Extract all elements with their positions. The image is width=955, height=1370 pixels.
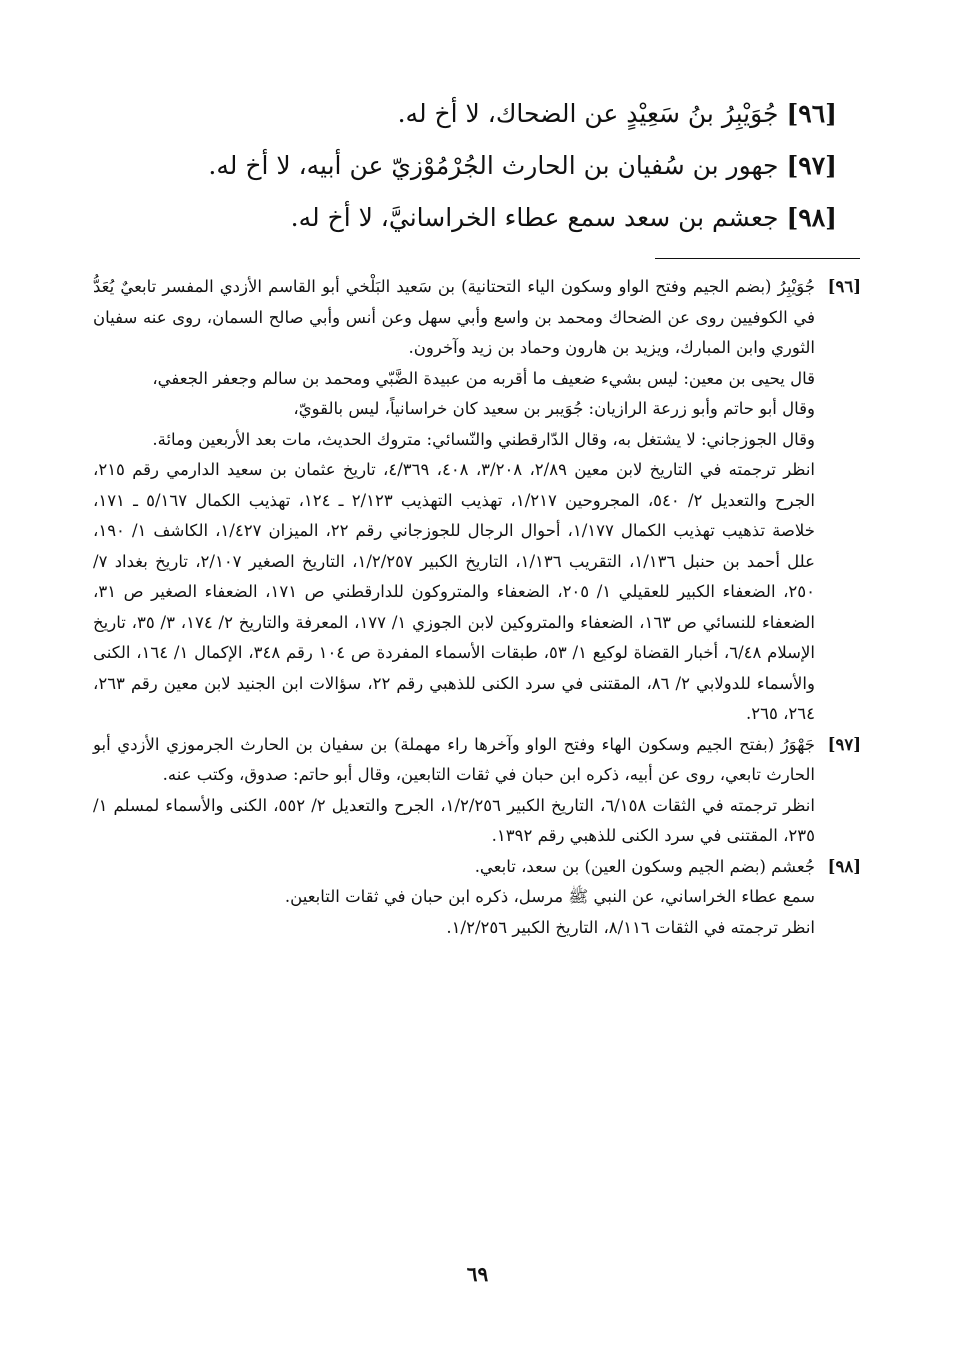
footnote-98 xyxy=(93,852,861,944)
footnote-body xyxy=(93,852,815,944)
page-number: ٦٩ xyxy=(466,1262,489,1286)
footnote-paragraph: انظر ترجمته في الثقات ٦/١٥٨، التاريخ الكبير ١/٢/٢٥٦، الجرح والتعديل ٢/ ٥٥٢، الكنى والأسماء لمسلم ١/ ٢٣٥، المقتنى في سرد الكنى للذهبي رقم ١٣٩٢. xyxy=(93,795,815,845)
main-entry-96 xyxy=(117,88,837,140)
footnotes xyxy=(93,272,861,943)
footnote-body xyxy=(93,272,815,730)
footnote-paragraph: انظر ترجمته في الثقات ٨/١١٦، التاريخ الكبير ١/٢/٢٥٦. xyxy=(446,917,815,937)
footnote-paragraph: قال يحيى بن معين: ليس بشيء ضعيف ما أقربه من عبيدة الضَّبّي ومحمد بن سالم وجعفر الجعفي، xyxy=(152,368,815,388)
footnote-body xyxy=(93,730,815,852)
entry-text: جُوَيْبِرُ بنُ سَعِيْدٍ عن الضحاك، لا أخ له. xyxy=(397,99,779,128)
footnote-paragraph: انظر ترجمته في التاريخ لابن معين ٢/٨٩، ٣/٢٠٨، ٤٠٨، ٤/٣٦٩، تاريخ عثمان بن سعيد الدارمي رقم ٢١٥، الجرح والتعديل ٢/ ٥٤٠، المجروحين ١/٢١٧، تهذيب التهذيب ٢/١٢٣ ـ ١٢٤، تهذيب الكمال ٥/١٦٧ ـ ١٧١، خلاصة تذهيب تهذيب الكمال ١/١٧٧، أحوال الرجال للجوزجاني رقم ٢٢، الميزان ١/٤٢٧، الكاشف ١/ ١٩٠، علل أحمد بن حنبل ١/١٣٦، التقريب ١/١٣٦، التاريخ الكبير ١/٢/٢٥٧، التاريخ الصغير ٢/١٠٧، تاريخ بغداد ٧/ ٢٥٠، الضعفاء الكبير للعقيلي ١/ ٢٠٥، الضعفاء والمتروكون للدارقطني ص ١٧١، الضعفاء الصغير ص ٣١، الضعفاء للنسائي ص ١٦٣، الضعفاء والمتروكين لابن الجوزي ١/ ١٧٧، المعرفة والتاريخ ٢/ ١٧٤، ٣/ ٣٥، تاريخ الإسلام ٦/٤٨، أخبار القضاة لوكيع ١/ ٥٣، طبقات الأسماء المفردة ص ١٠٤ رقم ٣٤٨، الإكمال ١/ ١٦٤، الكنى والأسماء للدولابي ٢/ ٨٦، المقتنى في سرد الكنى للذهبي رقم ٢٢، سؤالات ابن الجنيد لابن معين رقم ٢٦٣، ٢٦٤، ٢٦٥. xyxy=(93,460,816,723)
footnote-paragraph: جُعشم (بضم الجيم وسكون العين) بن سعد، تابعي. xyxy=(474,856,815,876)
footnote-96 xyxy=(93,272,861,730)
footnote-paragraph: سمع عطاء الخراساني، عن النبي ﷺ مرسل، ذكره ابن حبان في ثقات التابعين. xyxy=(284,887,815,906)
footnote-paragraph: وقال أبو حاتم وأبو زرعة الرازيان: جُوَيبر بن سعيد كان خراسانياً، ليس بالقويّ، xyxy=(293,399,815,418)
entry-number: [٩٦] xyxy=(786,99,837,128)
entry-text: جهور بن سُفيان بن الحارث الجُرْمُوْزيّ عن أبيه، لا أخ له. xyxy=(208,151,779,180)
entry-text: جعشم بن سعد سمع عطاء الخراسانيَّ، لا أخ له. xyxy=(290,203,779,232)
footnote-paragraph: وقال الجوزجاني: لا يشتغل به، وقال الدّارقطني والنّسائي: متروك الحديث، مات بعد الأربعين ومائة. xyxy=(152,429,815,449)
footnote-number: [٩٧] xyxy=(827,734,861,754)
entry-number: [٩٨] xyxy=(786,203,837,232)
footnote-number: [٩٦] xyxy=(827,277,861,296)
main-entry-97 xyxy=(117,140,837,192)
main-entry-98 xyxy=(117,192,837,244)
footnote-paragraph: جَهْوَرُ (بفتح الجيم وسكون الهاء وفتح الواو وآخرها راء مهملة) بن سفيان بن الحارث الجرموزي الأزدي أبو الحارث تابعي، روى عن أبيه، ذكره ابن حبان في ثقات التابعين، وقال أبو حاتم: صدوق، وكتب عنه. xyxy=(93,734,815,784)
footnote-separator xyxy=(655,258,860,259)
footnote-number: [٩٨] xyxy=(827,856,861,876)
footnote-paragraph: جُوَيْبِرُ (بضم الجيم وفتح الواو وسكون الياء التحتانية) بن سَعيد البَلْخي أبو القاسم الأزدي المفسر تابعيٌ يُعَدُّ في الكوفيين روى عن الضحاك ومحمد بن واسع وأبي سهل وعن أنس وأبي صالح السمان، روى عنه سفيان الثوري وابن المبارك، ويزيد بن هارون وحماد بن زيد وآخرون. xyxy=(93,277,815,357)
footnote-97 xyxy=(93,730,861,852)
main-text xyxy=(117,88,837,244)
entry-number: [٩٧] xyxy=(786,151,837,180)
